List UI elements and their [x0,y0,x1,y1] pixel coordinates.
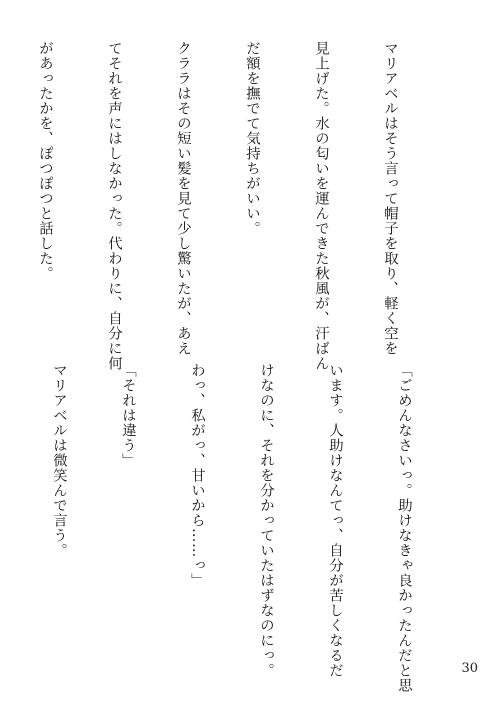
text-block-top [37,41,447,371]
text-line: 「ごめんなさいっ。助けなきゃ良かったんだと思 [396,363,412,693]
text-line: だ額を撫でて気持ちがいい。 [244,41,260,236]
text-line: 「それは違う」 [120,363,136,468]
text-line [0,363,1,663]
page-number: 30 [461,661,478,676]
text-block-bottom [51,363,461,693]
text-line: マリアベルはそう言って帽子を取り、軽く空を [382,41,398,356]
text-line: 見上げた。水の匂いを運んできた秋風が、汗ばん [313,41,329,371]
text-line: があったかを、ぽつぽつと話した。 [37,41,53,281]
text-line: わっ、私がっ、甘いから……っ」 [189,363,205,588]
text-line: けなのに、それを分かっていたはずなのにっ。 [258,363,274,678]
text-line: クララはその短い髪を見て少し驚いたが、あえ [175,41,191,356]
text-line: います。人助けなんてっ、自分が苦しくなるだ [327,363,343,678]
text-line: マリアベルは微笑んで言う。 [51,363,67,558]
text-line: てそれを声にはしなかった。代わりに、自分に何 [106,41,122,371]
